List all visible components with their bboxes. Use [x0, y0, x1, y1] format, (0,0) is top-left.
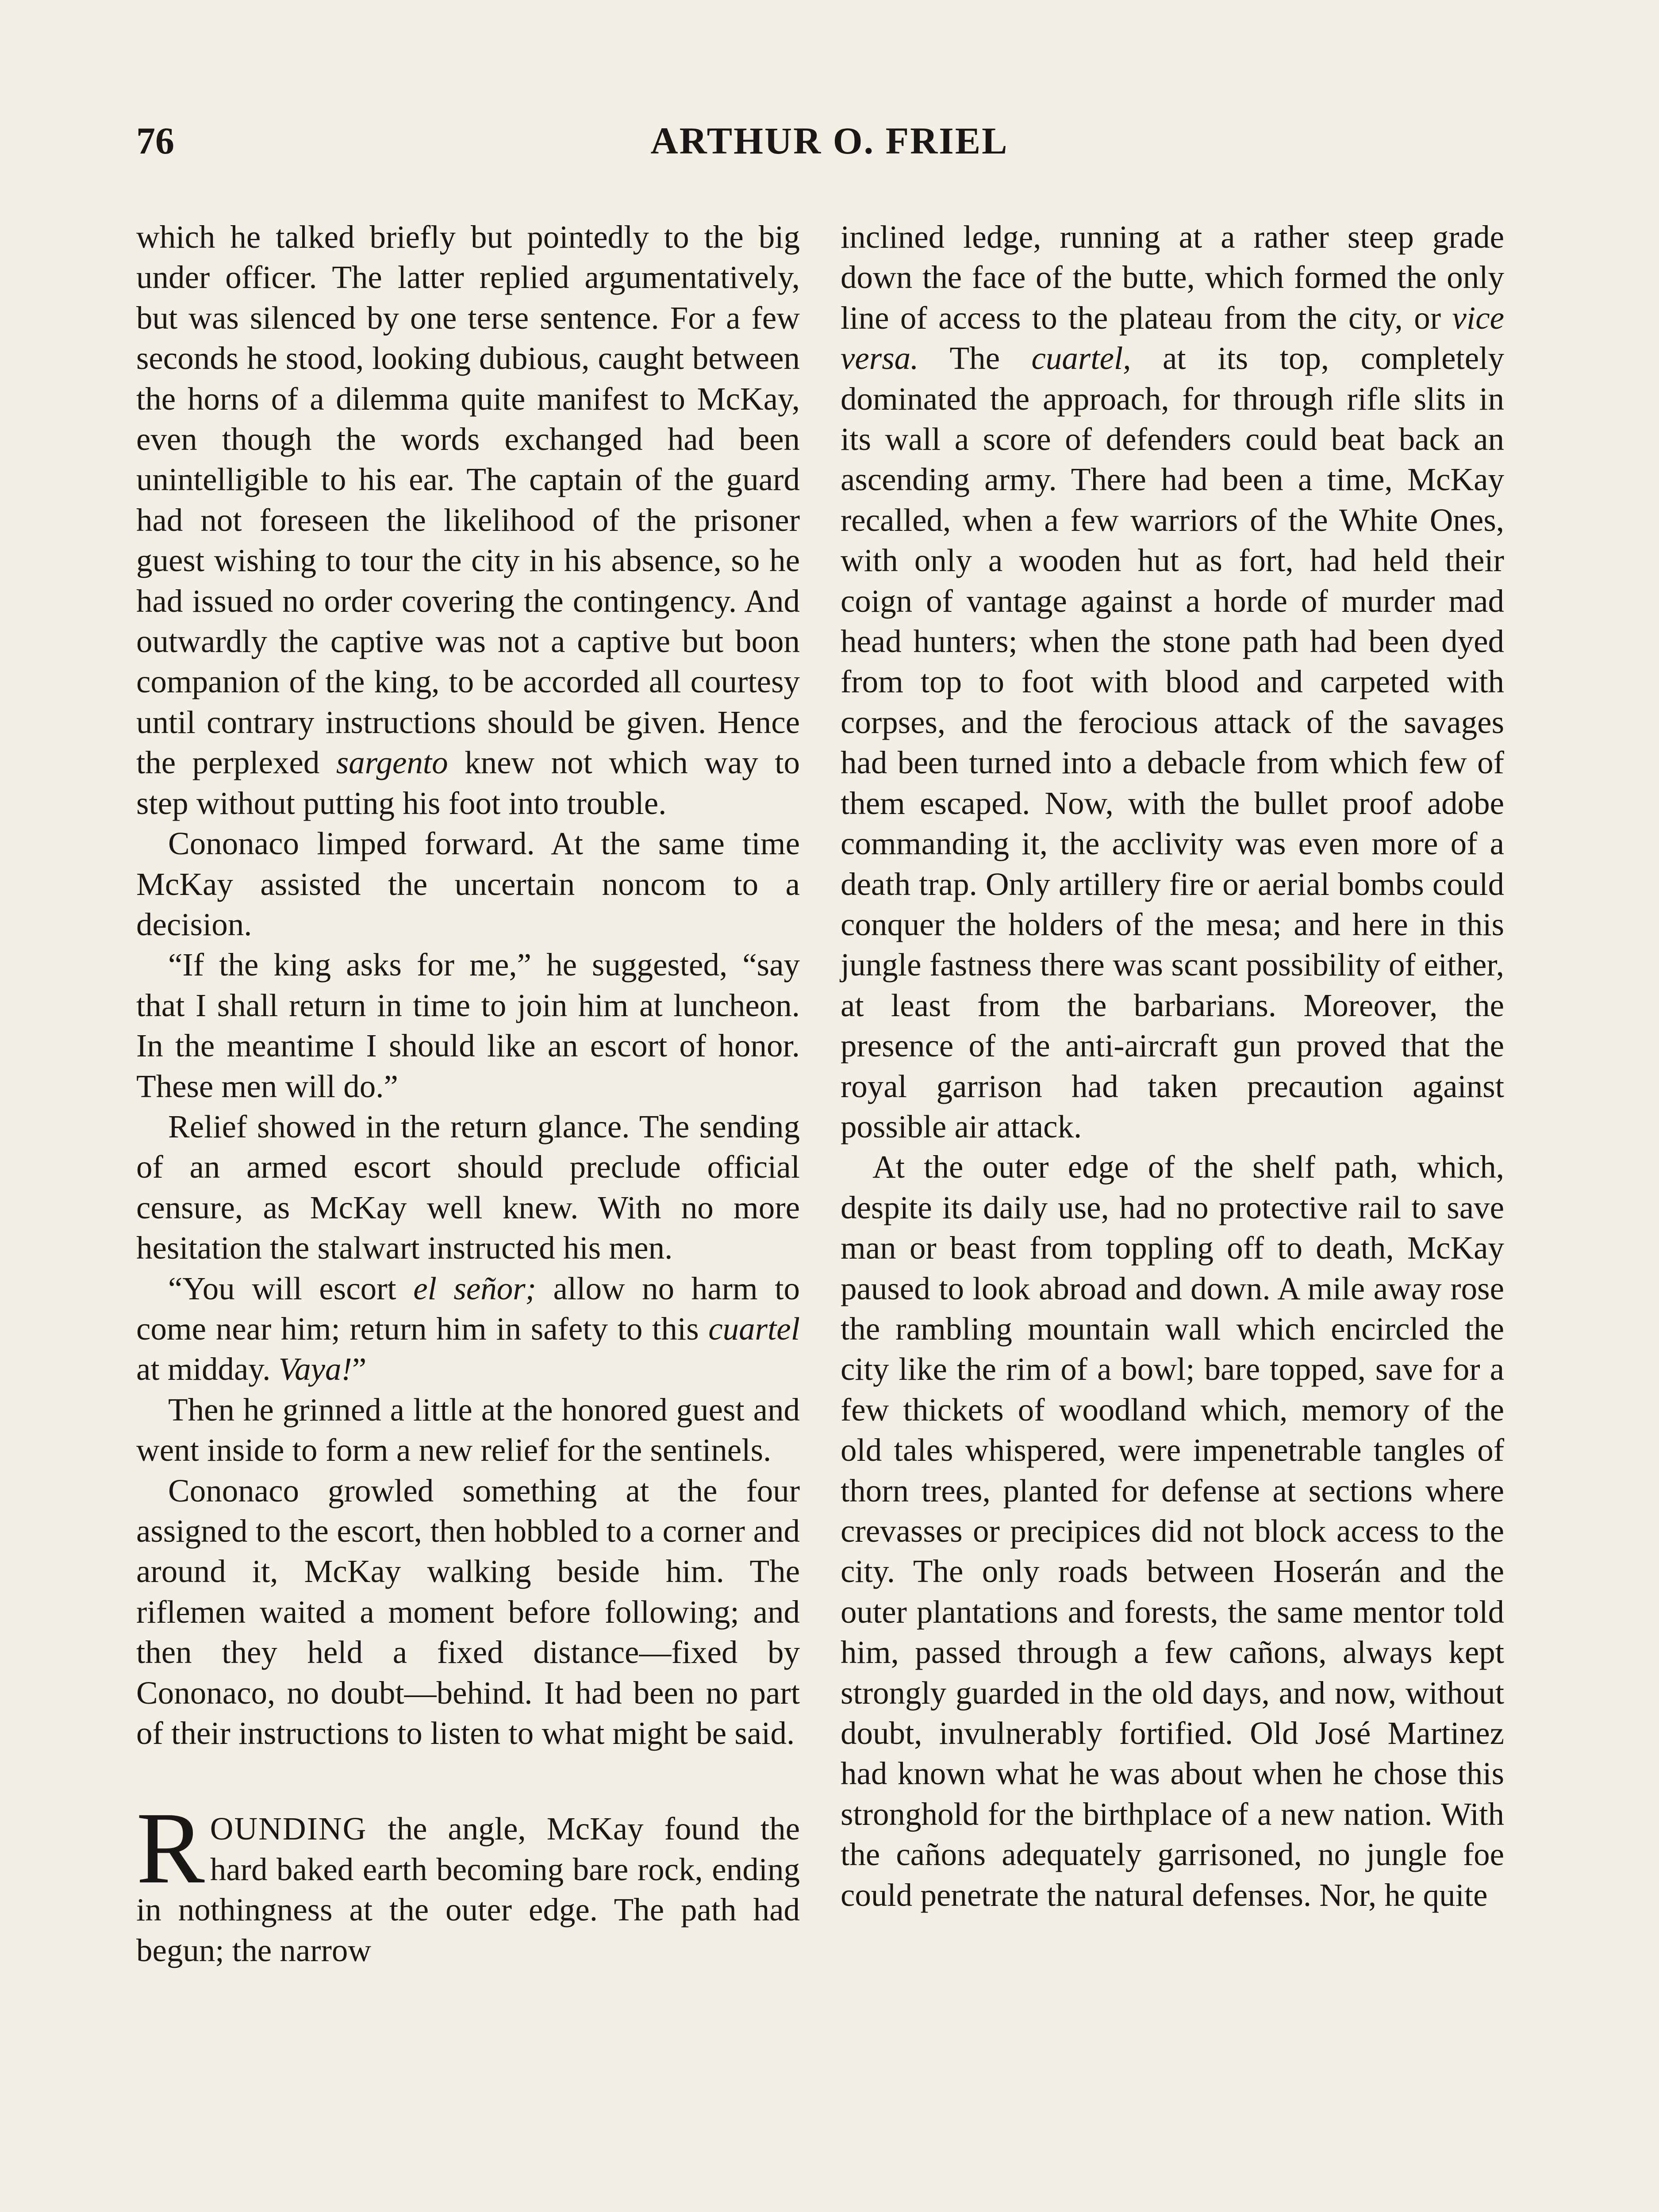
text-run: ”: [352, 1351, 367, 1387]
text-run: allow no harm to come near him; return him in safety to this: [136, 1270, 800, 1347]
lead-in-caps: OUNDING: [210, 1811, 367, 1847]
left-column: [136, 217, 800, 1970]
running-head: ARTHUR O. FRIEL: [650, 119, 1009, 162]
text-run: inclined ledge, running at a rather steep grade down the face of the butte, which formed the only line of access to the plateau from the city, or: [841, 219, 1504, 336]
page-number: 76: [136, 119, 174, 162]
paragraph: [841, 1147, 1504, 1915]
section-opening-paragraph: [136, 1791, 800, 1970]
text-run: “You will escort: [168, 1270, 414, 1306]
drop-cap: R: [136, 1791, 205, 1905]
text-run: Then he grinned a little at the honored guest and went inside to form a new relief for the sentinels.: [136, 1391, 800, 1468]
text-run: at its top, completely dominated the approach, for through rifle slits in its wall a score of defenders could beat back an ascending army. There had been a time, McKay recalled, when a few warriors of the White Ones, with only a wooden hut as fort, had held their coign of vantage against a horde of murder mad head hunters; when the stone path had been dyed from top to foot with blood and carpeted with corpses, and the ferocious attack of the savages had been turned into a debacle from which few of them escaped. Now, with the bullet proof adobe commanding it, the acclivity was even more of a death trap. Only artillery fire or aerial bombs could conquer the holders of the mesa; and here in this jungle fastness there was scant possibility of either, at least from the barbarians. Moreover, the presence of the anti-aircraft gun proved that the royal garrison had taken precaution against possible air attack.: [841, 340, 1504, 1144]
paragraph: [136, 1268, 800, 1390]
italic-text-run: sargento: [336, 745, 448, 781]
italic-text-run: cuartel: [708, 1310, 800, 1347]
text-run: Relief showed in the return glance. The sending of an armed escort should preclude official censure, as McKay well knew. With no more hesitation the stalwart instructed his men.: [136, 1108, 800, 1266]
page-header: [136, 119, 1523, 167]
italic-text-run: vice versa.: [841, 300, 1504, 376]
text-run: the angle, McKay found the hard baked earth becoming bare rock, ending in nothingness at the outer edge. The path had begun; the narrow: [136, 1811, 800, 1968]
text-run: at midday.: [136, 1351, 279, 1387]
italic-text-run: Vaya!: [278, 1351, 352, 1387]
right-column: [841, 217, 1504, 1915]
paragraph: [136, 1106, 800, 1268]
text-run: At the outer edge of the shelf path, which, despite its daily use, had no protective rail to save man or beast from toppling off to death, McKay paused to look abroad and down. A mile away rose the rambling mountain wall which encircled the city like the rim of a bowl; bare topped, save for a few thickets of woodland which, memory of the old tales whispered, were impenetrable tangles of thorn trees, planted for defense at sections where crevasses or precipices did not block access to the city. The only roads between Hoserán and the outer plantations and forests, the same mentor told him, passed through a few cañons, always kept strongly guarded in the old days, and now, without doubt, invulnerably fortified. Old José Martinez had known what he was about when he chose this stronghold for the birthplace of a new nation. With the cañons adequately garrisoned, no jungle foe could penetrate the natural defenses. Nor, he quite: [841, 1149, 1504, 1913]
italic-text-run: el señor;: [413, 1270, 536, 1306]
paragraph: [136, 1471, 800, 1754]
text-run: Cononaco limped forward. At the same time McKay assisted the uncertain noncom to a decision.: [136, 826, 800, 942]
italic-text-run: cuartel,: [1031, 340, 1131, 376]
paragraph: [136, 945, 800, 1106]
text-run: The: [918, 340, 1032, 376]
paragraph: [136, 823, 800, 945]
paragraph: [136, 217, 800, 823]
paragraph: [841, 217, 1504, 1147]
text-run: which he talked briefly but pointedly to the big under officer. The latter replied argumentatively, but was silenced by one terse sentence. For a few seconds he stood, looking dubious, caught between the horns of a dilemma quite manifest to McKay, even though the words exchanged had been unintelligible to his ear. The captain of the guard had not foreseen the likelihood of the prisoner guest wishing to tour the city in his absence, so he had issued no order covering the contingency. And outwardly the captive was not a captive but boon companion of the king, to be accorded all courtesy until contrary instructions should be given. Hence the perplexed: [136, 219, 800, 781]
paragraph: [136, 1390, 800, 1471]
text-run: knew not which way to step without putting his foot into trouble.: [136, 745, 800, 821]
text-run: “If the king asks for me,” he suggested, “say that I shall return in time to join him at luncheon. In the meantime I should like an escort of honor. These men will do.”: [136, 947, 800, 1104]
text-run: Cononaco growled something at the four assigned to the escort, then hobbled to a corner and around it, McKay walking beside him. The riflemen waited a moment before following; and then they held a fixed distance—fixed by Cononaco, no doubt—behind. It had been no part of their instructions to listen to what might be said.: [136, 1472, 800, 1751]
